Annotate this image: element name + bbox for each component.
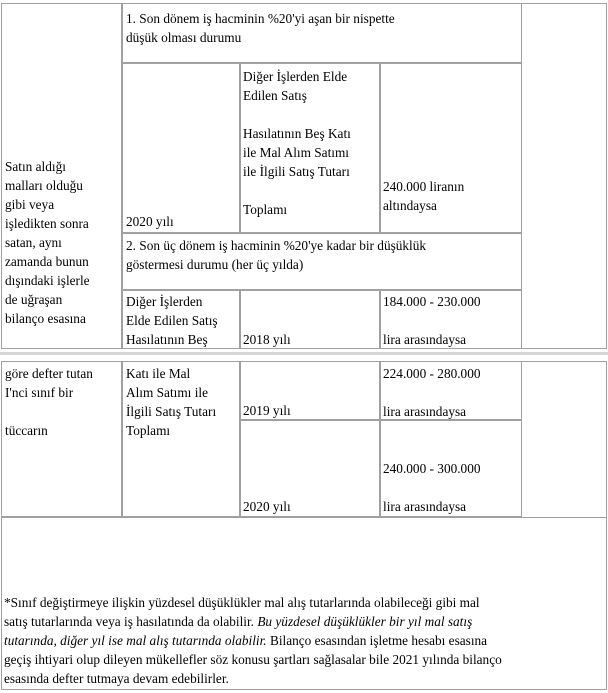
range-2018-text: 184.000 - 230.000 lira arasındaysa bbox=[383, 294, 481, 347]
footnote-text bbox=[4, 593, 602, 688]
criterion-b-text-part2: Katı ile Mal Alım Satımı ile İlgili Satış Tutarı Toplamı bbox=[126, 366, 217, 438]
condition1-text: 1. Son dönem iş hacminin %20'yi aşan bir nispette düşük olması durumu bbox=[126, 11, 395, 45]
year-2019-label: 2019 yılı bbox=[243, 403, 291, 418]
condition2-text: 2. Son üç dönem iş hacminin %20'ye kadar bir düşüklük göstermesi durumu (her üç yılda) bbox=[126, 238, 427, 272]
criterion-b-text-part1: Diğer İşlerden Elde Edilen Satış Hasılatının Beş bbox=[126, 294, 218, 347]
criterion-text: Diğer İşlerden Elde Edilen Satış Hasılatının Beş Katı ile Mal Alım Satımı ile İlgili Satış Tutarı Toplamı bbox=[243, 69, 351, 217]
table1-left-label: Satın aldığı malları olduğu gibi veya işledikten sonra satan, aynı zamanda bunun dışındaki işlerle de uğraşan bilanço esasına bbox=[5, 159, 90, 326]
footnote-part2: Bilanço esasından işletme hesabı esasına geçiş ihtiyari olup dileyen mükellefler söz konusu şartları sağlasalar bile 2021 yılında bilanço esasında defter tutmaya devam edebilirler. bbox=[4, 633, 502, 686]
footnote-italic: Bu yüzdesel düşüklükler bir yıl mal satış tutarında, diğer yıl ise mal alış tutarında olabilir. bbox=[4, 614, 473, 648]
year-2020-label: 2020 yılı bbox=[126, 214, 174, 229]
year-2020-label-b: 2020 yılı bbox=[243, 499, 291, 514]
range-2019-text: 224.000 - 280.000 lira arasındaysa bbox=[383, 366, 481, 419]
page-separator bbox=[0, 352, 608, 355]
threshold-text: 240.000 liranın altındaysa bbox=[383, 179, 465, 213]
table1-year2020-cell bbox=[122, 63, 240, 233]
footnote-part1: *Sınıf değiştirmeye ilişkin yüzdesel düşüklükler mal alış tutarlarında olabileceği gibi mal satış tutarlarında veya iş hasılatında da olabilir. bbox=[4, 595, 480, 629]
table2-left-label: göre defter tutan I'nci sınıf bir tüccarın bbox=[5, 366, 93, 438]
year-2018-label: 2018 yılı bbox=[243, 332, 291, 347]
range-2020-text: 240.000 - 300.000 lira arasındaysa bbox=[383, 461, 481, 514]
